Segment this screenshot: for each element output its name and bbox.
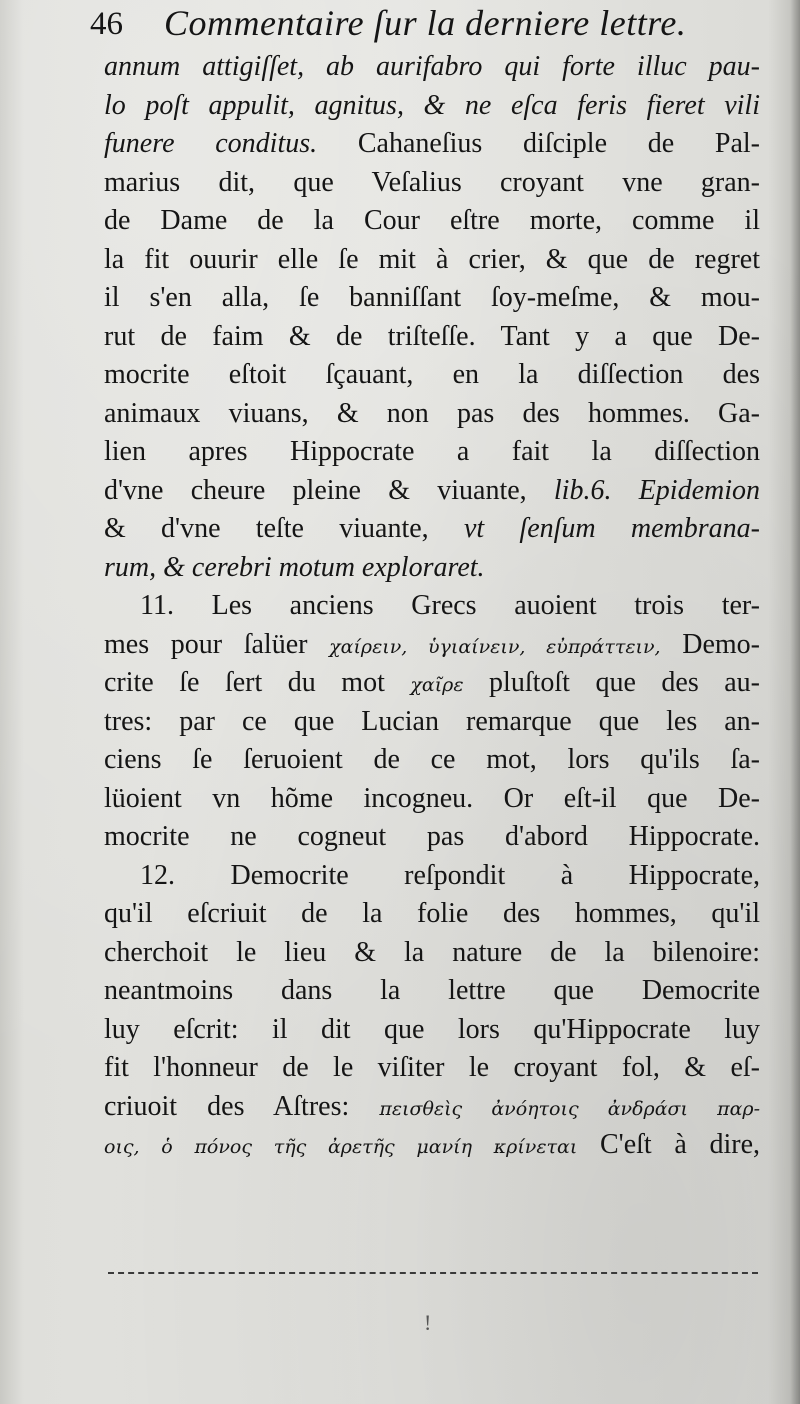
text-line xyxy=(104,664,760,703)
text-segment: fit l'honneur de le viſiter le croyant fol, & eſ- xyxy=(104,1052,760,1083)
text-line xyxy=(104,895,760,934)
text-segment: qu'il eſcriuit de la folie des hommes, qu'il xyxy=(104,898,760,929)
greek-text: πεισθεὶς ἀνόητοις ἀνδράσι παρ- xyxy=(379,1097,761,1120)
text-segment: de Dame de la Cour eſtre morte, comme il xyxy=(104,205,760,236)
text-line xyxy=(104,780,760,819)
text-line xyxy=(104,934,760,973)
page-header xyxy=(90,0,780,52)
text-segment: marius dit, que Veſalius croyant vne gran- xyxy=(104,166,760,198)
text-segment: 12. Democrite reſpondit à Hippocrate, xyxy=(140,859,760,891)
text-segment: d'vne cheure pleine & viuante, xyxy=(104,474,527,506)
text-segment: Cahaneſius diſciple de Pal- xyxy=(317,128,761,159)
text-line xyxy=(104,87,760,126)
text-line xyxy=(104,1011,760,1050)
text-segment: luy eſcrit: il dit que lors qu'Hippocrate luy xyxy=(104,1013,760,1045)
text-line xyxy=(104,48,760,87)
body-text xyxy=(0,48,800,1165)
text-segment: il s'en alla, ſe banniſſant ſoy-meſme, & mou- xyxy=(104,282,760,313)
text-segment: cherchoit le lieu & la nature de la bilenoire: xyxy=(104,936,760,968)
text-line xyxy=(104,1049,760,1088)
text-line xyxy=(104,1126,760,1165)
stray-mark: ! xyxy=(424,1310,432,1335)
text-line xyxy=(104,510,760,549)
text-segment: lüoient vn hõme incogneu. Or eſt-il que De- xyxy=(104,782,760,814)
text-segment: tres: par ce que Lucian remarque que les an- xyxy=(104,705,760,737)
text-line xyxy=(104,972,760,1011)
text-segment: mocrite ne cogneut pas d'abord Hippocrate. xyxy=(104,821,760,852)
text-line xyxy=(104,626,760,665)
text-segment: mes pour ſalüer xyxy=(104,628,330,660)
text-segment: pluſtoſt que des au- xyxy=(463,667,760,698)
text-line xyxy=(104,741,760,780)
text-line xyxy=(140,587,760,626)
text-segment: lien apres Hippocrate a fait la diſſection xyxy=(104,436,760,467)
text-line xyxy=(104,395,760,434)
running-head: Commentaire ſur la derniere lettre. xyxy=(164,3,687,43)
latin-italic-text: lo poſt appulit, agnitus, & ne eſca feris fieret vili xyxy=(104,89,760,121)
text-line xyxy=(104,433,760,472)
text-line xyxy=(104,164,760,203)
text-line xyxy=(104,818,760,857)
text-segment: neantmoins dans la lettre que Democrite xyxy=(104,975,760,1006)
text-segment: Demo- xyxy=(660,628,760,660)
text-line xyxy=(104,125,760,164)
text-line xyxy=(104,703,760,742)
text-line xyxy=(104,202,760,241)
latin-italic-text: vt ſenſum membrana- xyxy=(463,513,760,544)
text-segment: C'eſt à dire, xyxy=(577,1129,761,1160)
underline-mark xyxy=(108,1272,758,1274)
latin-italic-text: annum attigiſſet, ab aurifabro qui forte illuc pau- xyxy=(104,51,760,82)
page-number: 46 xyxy=(90,6,123,42)
text-line xyxy=(104,1088,760,1127)
text-line xyxy=(104,549,760,588)
text-segment: 11. Les anciens Grecs auoient trois ter- xyxy=(140,590,760,621)
text-segment: mocrite eſtoit ſçauant, en la diſſection des xyxy=(104,359,760,390)
text-line xyxy=(104,279,760,318)
text-segment: la fit ouurir elle ſe mit à crier, & que de regret xyxy=(104,243,760,275)
latin-italic-text: funere conditus. xyxy=(104,128,318,159)
text-segment: criuoit des Aſtres: xyxy=(104,1090,380,1122)
text-line xyxy=(104,241,760,280)
latin-italic-text: lib.6. Epidemion xyxy=(526,474,761,506)
text-segment: & d'vne teſte viuante, xyxy=(104,513,464,544)
greek-text: χαῖρε xyxy=(410,674,464,696)
text-line xyxy=(104,356,760,395)
text-line xyxy=(104,472,760,511)
text-line xyxy=(140,857,760,896)
text-line xyxy=(104,318,760,357)
greek-text: χαίρειν, ὑγιαίνειν, εὐπράττειν, xyxy=(329,635,661,658)
greek-text: οις, ὁ πόνος τῆς ἀρετῆς μανίη κρίνεται xyxy=(104,1136,578,1158)
text-segment: animaux viuans, & non pas des hommes. Ga- xyxy=(104,397,760,429)
latin-italic-text: rum, & cerebri motum exploraret. xyxy=(104,551,485,583)
text-segment: rut de faim & de triſteſſe. Tant y a que De- xyxy=(104,320,760,352)
text-segment: crite ſe ſert du mot xyxy=(104,667,411,698)
text-segment: ciens ſe ſeruoient de ce mot, lors qu'ils ſa- xyxy=(104,744,760,775)
